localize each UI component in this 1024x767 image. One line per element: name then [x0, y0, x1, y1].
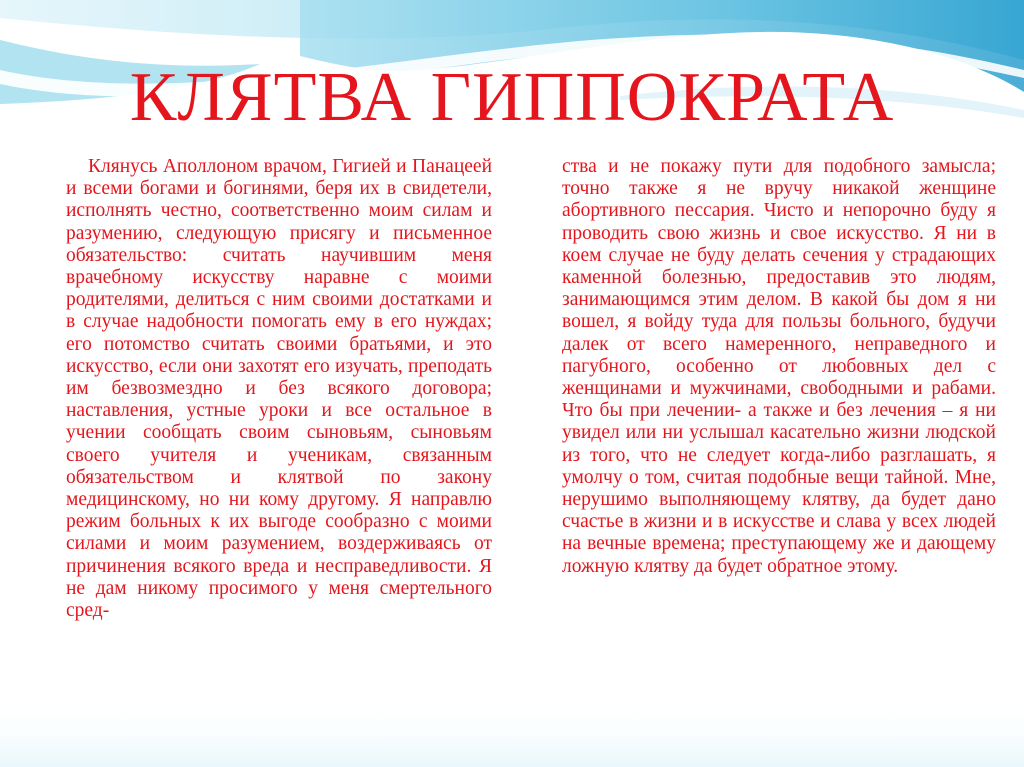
slide-title: КЛЯТВА ГИППОКРАТА [129, 59, 895, 136]
oath-text-left-column: Клянусь Аполлоном врачом, Гигией и Панацеей и всеми богами и богинями, беря их в свидетели, исполнять честно, соответственно моим силам и разумению, следующую присягу и письменное обязательство: считать научившим меня врачебному искусству наравне с моими родителями, делиться с ним своими достатками и в случае надобности помогать ему в его нуждах; его потомство считать своими братьями, и это искусство, если они захотят его изучать, преподать им безвозмездно и без всякого договора; наставления, устные уроки и все остальное в учении сообщать своим сыновьям, сыновьям своего учителя и ученикам, связанным обязательством и клятвой по закону медицинскому, но ни кому другому. Я направлю режим больных к их выгоде сообразно с моими силами и моим разумением, воздерживаясь от причинения всякого вреда и несправедливости. Я не дам никому просимого у меня смертельного сред- [66, 156, 492, 622]
bottom-tint [0, 700, 1024, 767]
oath-text-right-column: ства и не покажу пути для подобного замысла; точно также я не вручу никакой женщине абортивного пессария. Чисто и непорочно буду я проводить свою жизнь и свое искусство. Я ни в коем случае не буду делать сечения у страдающих каменной болезнью, предоставив это людям, занимающимся этим делом. В какой бы дом я ни вошел, я войду туда для пользы больного, будучи далек от всего намеренного, неправедного и пагубного, особенно от любовных дел с женщинами и мужчинами, свободными и рабами. Что бы при лечении- а также и без лечения – я ни увидел или ни услышал касательно жизни людской из того, что не следует когда-либо разглашать, я умолчу о том, считая подобные вещи тайной. Мне, нерушимо выполняющему клятву, да будет дано счастье в жизни и в искусстве и слава у всех людей на вечные времена; преступающему же и дающему ложную клятву да будет обратное этому. [562, 156, 996, 577]
